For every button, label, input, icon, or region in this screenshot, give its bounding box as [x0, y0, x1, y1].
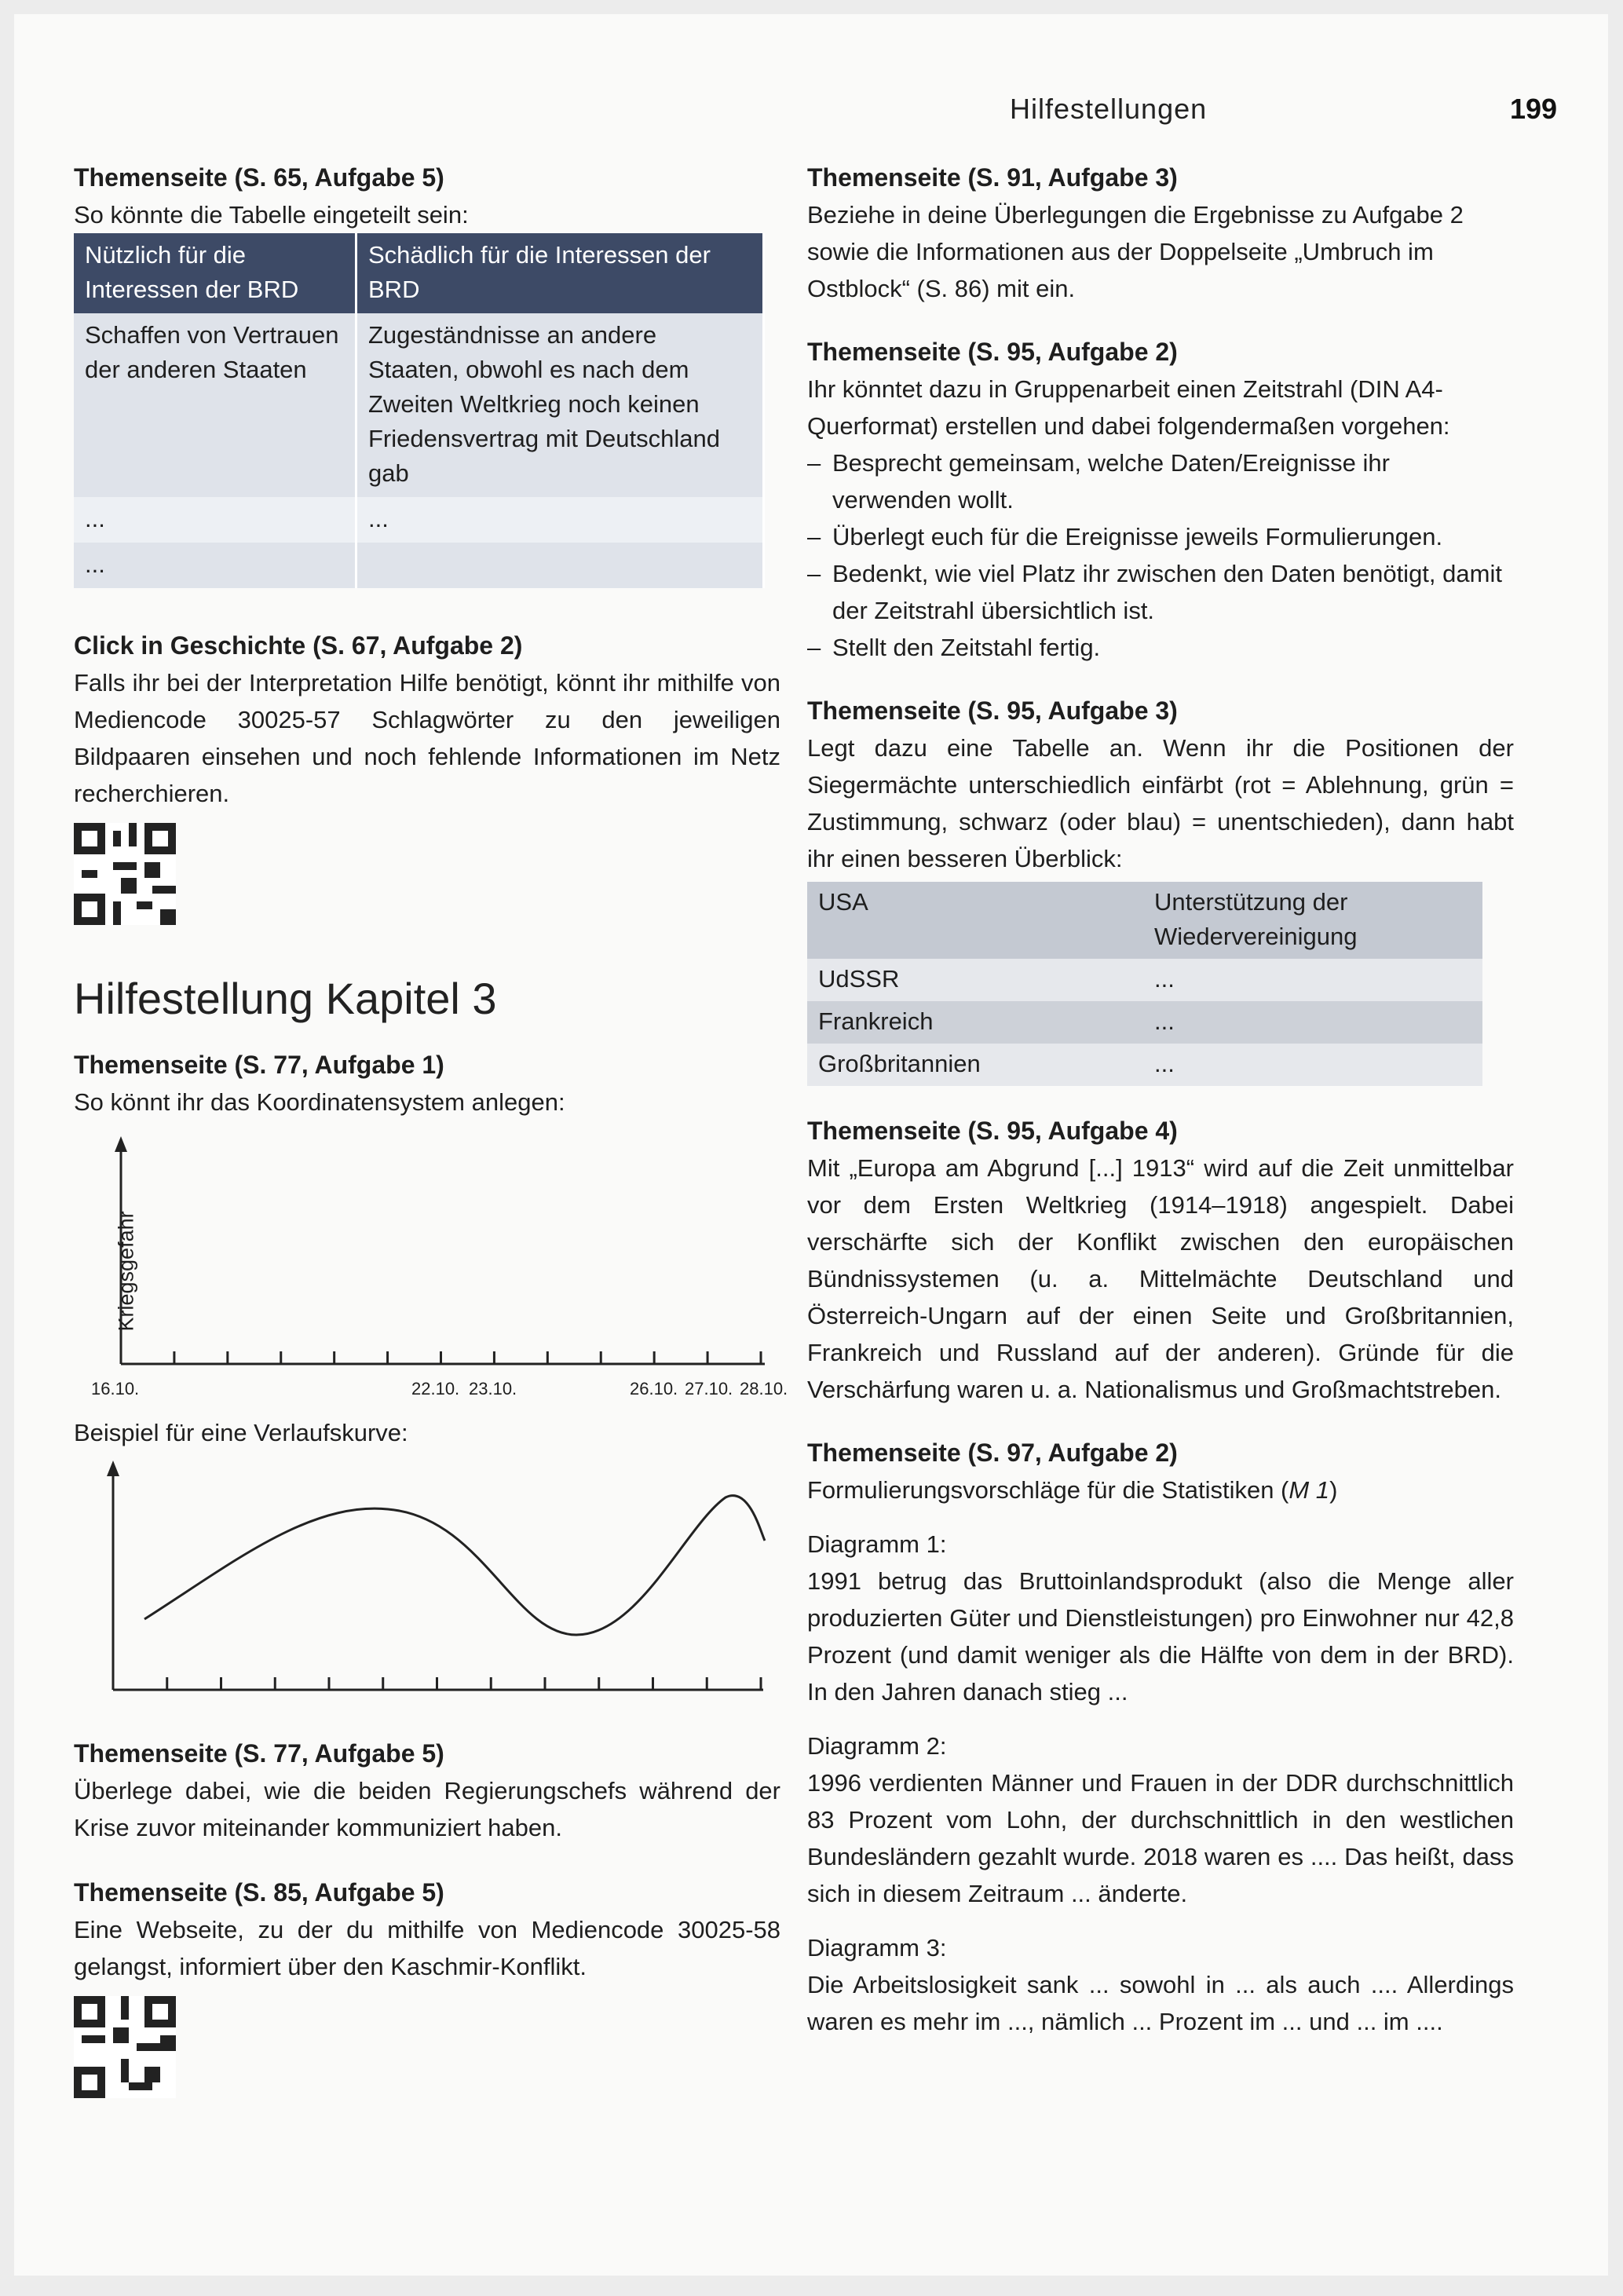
right-column — [807, 159, 1514, 2040]
running-header: Hilfestellungen — [1010, 93, 1208, 125]
diagram-text: Die Arbeitslosigkeit sank ... sowohl in ... als auch .... Allerdings waren es mehr im ..., nämlich ... Prozent im ... und ... im .... — [807, 1971, 1514, 2035]
page-number: 199 — [1510, 93, 1558, 125]
section-heading: Themenseite (S. 77, Aufgabe 1) — [74, 1051, 444, 1079]
section-s65 — [74, 159, 780, 588]
section-text: Überlege dabei, wie die beiden Regierungschefs während der Krise zuvor miteinander kommuniziert haben. — [74, 1777, 780, 1841]
table-cell: Unterstützung der Wiedervereinigung — [1143, 882, 1482, 959]
section-text: Beziehe in deine Überlegungen die Ergebnisse zu Aufgabe 2 sowie die Informationen aus der Doppelseite „Umbruch im Ostblock“ (S. 86) mit ein. — [807, 201, 1464, 302]
diagram-text: 1991 betrug das Bruttoinlandsprodukt (also die Menge aller produzierten Güter und Dienstleistungen) pro Einwohner nur 42,8 Prozent (und damit weniger als die Hälfte von dem in der BRD). In den Jahren danach stieg ... — [807, 1567, 1514, 1706]
tick-label: 22.10. — [411, 1379, 460, 1398]
section-heading: Themenseite (S. 95, Aufgabe 4) — [807, 1117, 1178, 1145]
example-curve — [74, 1454, 780, 1713]
material-ref: M 1 — [1289, 1476, 1330, 1504]
qr-code-icon — [74, 1996, 176, 2098]
table-cell: Großbritannien — [807, 1044, 1143, 1086]
section-heading: Themenseite (S. 97, Aufgabe 2) — [807, 1439, 1178, 1467]
curve-caption: Beispiel für eine Verlaufskurve: — [74, 1419, 408, 1446]
section-heading: Click in Geschichte (S. 67, Aufgabe 2) — [74, 631, 523, 660]
coordinate-system — [74, 1128, 788, 1411]
table-cell: UdSSR — [807, 959, 1143, 1001]
section-heading: Themenseite (S. 85, Aufgabe 5) — [74, 1878, 444, 1907]
tick-label: 26.10. — [630, 1379, 678, 1398]
section-text: So könnte die Tabelle eingeteilt sein: — [74, 201, 469, 229]
interest-table — [74, 233, 765, 588]
section-s67 — [74, 627, 780, 935]
section-heading: Themenseite (S. 77, Aufgabe 5) — [74, 1739, 444, 1768]
table-cell: Zugeständnisse an andere Staaten, obwohl es nach dem Zweiten Weltkrieg noch keinen Friedensvertrag mit Deutschland gab — [356, 313, 764, 497]
list-item: – Besprecht gemeinsam, welche Daten/Ereignisse ihr verwenden wollt. — [807, 444, 1514, 518]
section-text: Ihr könntet dazu in Gruppenarbeit einen Zeitstrahl (DIN A4-Querformat) erstellen und dabei folgendermaßen vorgehen: — [807, 375, 1450, 440]
table-header-cell: Schädlich für die Interessen der BRD — [356, 233, 764, 313]
section-s95-a4 — [807, 1113, 1514, 1408]
book-page — [14, 14, 1608, 2276]
y-axis-label: Kriegsgefahr — [114, 1211, 138, 1332]
diagram-title: Diagramm 1: — [807, 1530, 947, 1558]
table-cell: ... — [1143, 959, 1482, 1001]
section-s95-a2 — [807, 334, 1514, 666]
left-column — [74, 159, 788, 2108]
diagram-title: Diagramm 2: — [807, 1732, 947, 1760]
table-cell: USA — [807, 882, 1143, 959]
table-cell: ... — [356, 497, 764, 543]
table-cell: ... — [1143, 1001, 1482, 1044]
list-item: – Bedenkt, wie viel Platz ihr zwischen den Daten benötigt, damit der Zeitstrahl übersichtlich ist. — [807, 555, 1514, 629]
section-heading: Themenseite (S. 91, Aufgabe 3) — [807, 163, 1178, 192]
section-text: Legt dazu eine Tabelle an. Wenn ihr die Positionen der Siegermächte unterschiedlich einfärbt (rot = Ablehnung, grün = Zustimmung, schwarz (oder blau) = unentschieden), dann habt ihr einen besseren Überblick: — [807, 734, 1514, 872]
text-part: ) — [1329, 1476, 1338, 1504]
diagram-text: 1996 verdienten Männer und Frauen in der DDR durchschnittlich 83 Prozent vom Lohn, der durchschnittlich in den westlichen Bundesländern gezahlt wurde. 2018 waren es .... Das heißt, dass sich in diesem Zeitraum ... änderte. — [807, 1769, 1514, 1907]
section-text: So könnt ihr das Koordinatensystem anlegen: — [74, 1088, 565, 1116]
section-heading: Themenseite (S. 95, Aufgabe 3) — [807, 696, 1178, 725]
tick-label: 23.10. — [469, 1379, 517, 1398]
table-cell: ... — [74, 497, 356, 543]
coordinate-axes — [74, 1128, 780, 1411]
table-cell: Schaffen von Vertrauen der anderen Staaten — [74, 313, 356, 497]
section-s95-a3 — [807, 693, 1514, 1086]
section-s91 — [807, 159, 1514, 307]
chapter-title: Hilfestellung Kapitel 3 — [74, 974, 497, 1023]
list-item: – Überlegt euch für die Ereignisse jeweils Formulierungen. — [807, 518, 1514, 555]
step-list — [807, 444, 1514, 666]
section-heading: Themenseite (S. 65, Aufgabe 5) — [74, 163, 444, 192]
tick-label: 16.10. — [91, 1379, 140, 1398]
section-s77-a5 — [74, 1735, 780, 1846]
section-heading: Themenseite (S. 95, Aufgabe 2) — [807, 338, 1178, 366]
section-s85 — [74, 1874, 780, 2108]
section-text: Falls ihr bei der Interpretation Hilfe benötigt, könnt ihr mithilfe von Mediencode 30025-57 Schlagwörter zu den jeweiligen Bildpaaren einsehen und noch fehlende Informationen im Netz recherchieren. — [74, 669, 780, 807]
section-text — [807, 1472, 1514, 1508]
qr-code-icon — [74, 823, 176, 925]
list-item: – Stellt den Zeitstahl fertig. — [807, 629, 1514, 666]
section-text: Mit „Europa am Abgrund [...] 1913“ wird auf die Zeit unmittelbar vor dem Ersten Weltkrieg (1914–1918) angespielt. Dabei verschärfte sich der Konflikt zwischen den europäischen Bündnissystemen (u. a. Mittelmächte Deutschland und Österreich-Ungarn auf der einen Seite und Großbritannien, Frankreich und Russland auf der anderen). Gründe für die Verschärfung waren u. a. Nationalismus und Großmachtstreben. — [807, 1154, 1514, 1403]
section-s77-a1 — [74, 1047, 780, 1121]
tick-label: 28.10. — [740, 1379, 788, 1398]
powers-table — [807, 882, 1482, 1086]
tick-label: 27.10. — [685, 1379, 733, 1398]
section-s97 — [807, 1435, 1514, 2040]
diagram-title: Diagramm 3: — [807, 1934, 947, 1961]
table-header-cell: Nützlich für die Interessen der BRD — [74, 233, 356, 313]
table-cell: ... — [74, 543, 356, 588]
table-cell: ... — [1143, 1044, 1482, 1086]
table-cell: Frankreich — [807, 1001, 1143, 1044]
section-text: Eine Webseite, zu der du mithilfe von Mediencode 30025-58 gelangst, informiert über den Kaschmir-Konflikt. — [74, 1916, 780, 1980]
text-part: Formulierungsvorschläge für die Statistiken ( — [807, 1476, 1289, 1504]
table-cell — [356, 543, 764, 588]
